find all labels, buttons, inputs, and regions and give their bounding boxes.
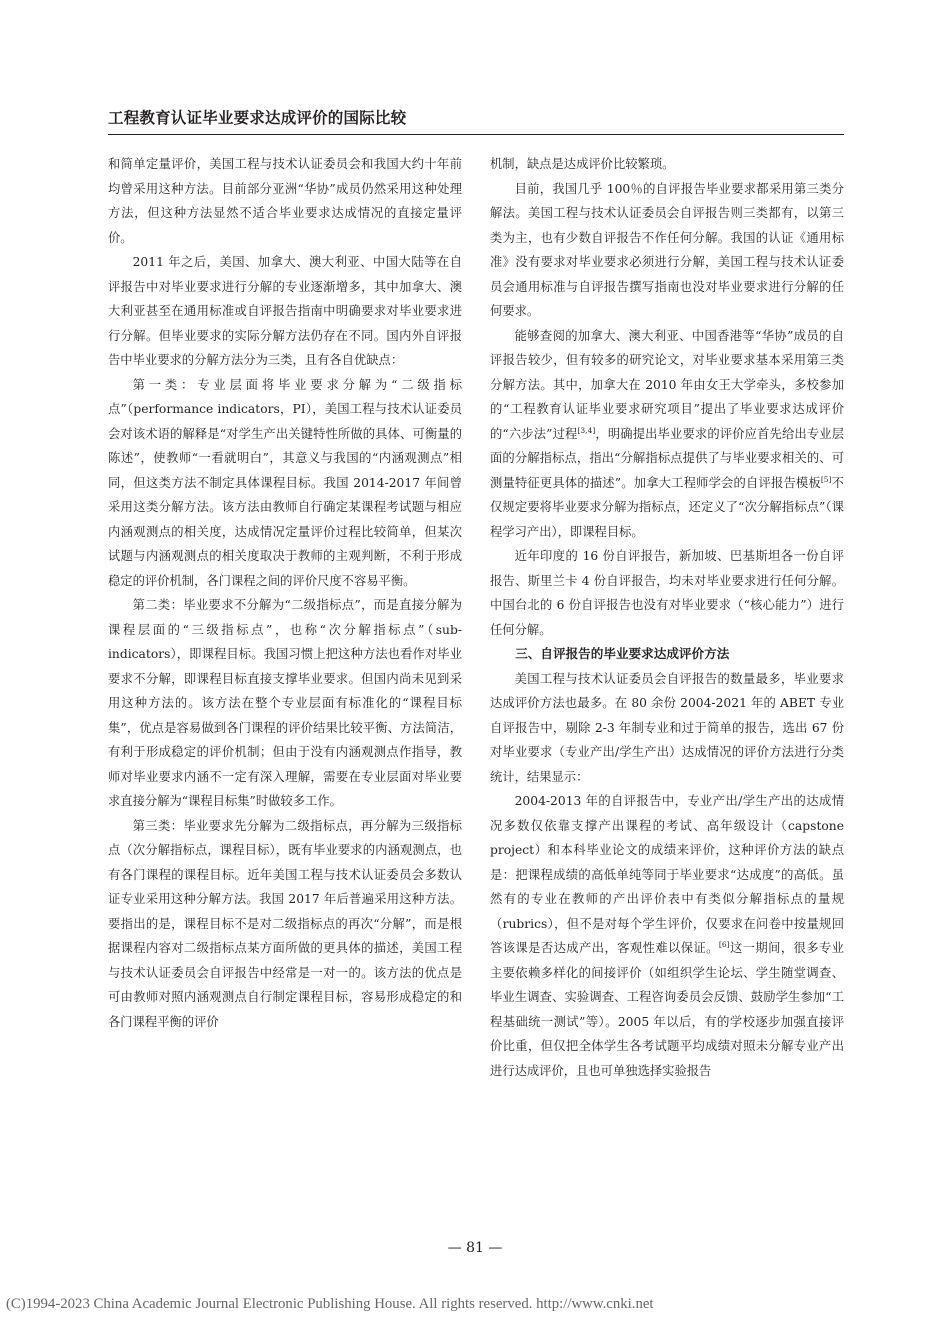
- paragraph-text: 2004-2013 年的自评报告中，专业产出/学生产出的达成情况多数仅依靠支撑产出课程的考试、高年级设计（capstone project）和本科毕业论文的成绩来评价，这种评价方法的缺点是：把课程成绩的高低单纯等同于毕业要求“达成度”的高低。虽然有的专业在教师的产出评价表中有类似分解指标点的量规（rubrics），但不是对每个学生评价，仅要求在问卷中按量规回答该课是否达成产出，客观性难以保证。: [490, 794, 844, 955]
- section-heading: 三、自评报告的毕业要求达成评价方法: [515, 646, 730, 661]
- paragraph: 机制，缺点是达成评价比较繁琐。: [490, 157, 675, 171]
- paragraph-text: 能够查阅的加拿大、澳大利亚、中国香港等“华协”成员的自评报告较少，但有较多的研究论文，对毕业要求基本采用第三类分解方法。其中，加拿大在 2010 年由女王大学牵头，多校参加的“工程教育认证毕业要求研究项目”提出了毕业要求达成评价的“六步法”过程: [490, 328, 844, 441]
- paragraph-text: 不仅规定要将毕业要求分解为指标点，还定义了“次分解指标点”（课程学习产出），即课程目标。: [490, 475, 844, 539]
- page-number: — 81 —: [447, 1240, 503, 1256]
- paragraph: 第二类：毕业要求不分解为“二级指标点”，而是直接分解为课程层面的“三级指标点”，也称“次分解指标点”（sub-indicators），即课程目标。我国习惯上把这种方法也看作对毕业要求不分解，即课程目标直接支撑毕业要求。但国内尚未见到采用这种方法的。该方法在整个专业层面有标准化的“课程目标集”，优点是容易做到各门课程的评价结果比较平衡、方法简洁，有利于形成稳定的评价机制；但由于没有内涵观测点作指导，教师对毕业要求内涵不一定有深入理解，需要在专业层面对毕业要求直接分解为“课程目标集”时做较多工作。: [108, 598, 462, 808]
- citation-ref[interactable]: [6]: [718, 939, 730, 949]
- right-column: [490, 152, 844, 1083]
- paragraph: 第三类：毕业要求先分解为二级指标点，再分解为三级指标点（次分解指标点，课程目标），既有毕业要求的内涵观测点，也有各门课程的课程目标。近年美国工程与技术认证委员会多数认证专业采用这种分解方法。我国 2017 年后普遍采用这种方法。要指出的是，课程目标不是对二级指标点的再次“分解”，而是根据课程内容对二级指标点某方面所做的更具体的描述，美国工程与技术认证委员会自评报告中经常是一对一的。该方法的优点是可由教师对照内涵观测点自行制定课程目标，容易形成稳定的和各门课程平衡的评价: [108, 818, 462, 1029]
- paragraph: [490, 789, 844, 1083]
- paragraph: 近年印度的 16 份自评报告，新加坡、巴基斯坦各一份自评报告、斯里兰卡 4 份自评报告，均未对毕业要求进行任何分解。中国台北的 6 份自评报告也没有对毕业要求（“核心能力”）进行任何分解。: [490, 549, 844, 637]
- paragraph-text: ，明确提出毕业要求的评价应首先给出专业层面的分解指标点，指出“分解指标点提供了与毕业要求相关的、可测量特征更具体的描述”。加拿大工程师学会的自评报告模板: [490, 426, 844, 490]
- citation-ref[interactable]: [3,4]: [577, 425, 596, 435]
- paragraph-text: 这一期间，很多专业主要依赖多样化的间接评价（如组织学生论坛、学生随堂调查、毕业生调查、实验调查、工程咨询委员会反馈、鼓励学生参加“工程基础统一测试”等）。2005 年以后，有的学校逐步加强直接评价比重，但仅把全体学生各考试题平均成绩对照未分解专业产出进行达成评价，且也可单独选择实验报告: [490, 941, 844, 1078]
- paragraph: 第一类：专业层面将毕业要求分解为“二级指标点”（performance indicators，PI），美国工程与技术认证委员会对该术语的解释是“对学生产出关键特性所做的具体、可衡量的陈述”，使教师“一看就明白”，其意义与我国的“内涵观测点”相同，但这类方法不制定具体课程目标。我国 2014-2017 年间曾采用这类分解方法。该方法由教师自行确定某课程考试题与相应内涵观测点的相关度，达成情况定量评价过程比较简单，但某次试题与内涵观测点的相关度取决于教师的主观判断，不利于形成稳定的评价机制，各门课程之间的评价尺度不容易平衡。: [108, 377, 462, 588]
- paragraph: 和简单定量评价，美国工程与技术认证委员会和我国大约十年前均曾采用这种方法。目前部分亚洲“华协”成员仍然采用这种处理方法，但这种方法显然不适合毕业要求达成情况的直接定量评价。: [108, 157, 462, 245]
- paragraph: 美国工程与技术认证委员会自评报告的数量最多，毕业要求达成评价方法也最多。在 80 余份 2004-2021 年的 ABET 专业自评报告中，剔除 2-3 年制专业和过于简单的报告，选出 67 份对毕业要求（专业产出/学生产出）达成情况的评价方法进行分类统计，结果显示：: [490, 671, 844, 784]
- header-rule: [108, 134, 844, 135]
- citation-ref[interactable]: [5]: [820, 474, 832, 484]
- paragraph: 目前，我国几乎 100％的自评报告毕业要求都采用第三类分解法。美国工程与技术认证委员会自评报告则三类都有，以第三类为主，也有少数自评报告不作任何分解。我国的认证《通用标准》没有要求对毕业要求必须进行分解，美国工程与技术认证委员会通用标准与自评报告撰写指南也没对毕业要求进行分解的任何要求。: [490, 181, 844, 318]
- running-title: 工程教育认证毕业要求达成评价的国际比较: [108, 109, 407, 127]
- paragraph: 2011 年之后，美国、加拿大、澳大利亚、中国大陆等在自评报告中对毕业要求进行分解的专业逐渐增多，其中加拿大、澳大利亚甚至在通用标准或自评报告指南中明确要求对毕业要求进行分解。但毕业要求的实际分解方法仍存在不同。国内外自评报告中毕业要求的分解方法分为三类，且有各自优缺点：: [108, 255, 462, 367]
- copyright-notice: (C)1994-2023 China Academic Journal Electronic Publishing House. All rights reserved. http://www.cnki.net: [6, 1296, 654, 1312]
- paragraph: [490, 324, 844, 545]
- left-column: [108, 152, 462, 1034]
